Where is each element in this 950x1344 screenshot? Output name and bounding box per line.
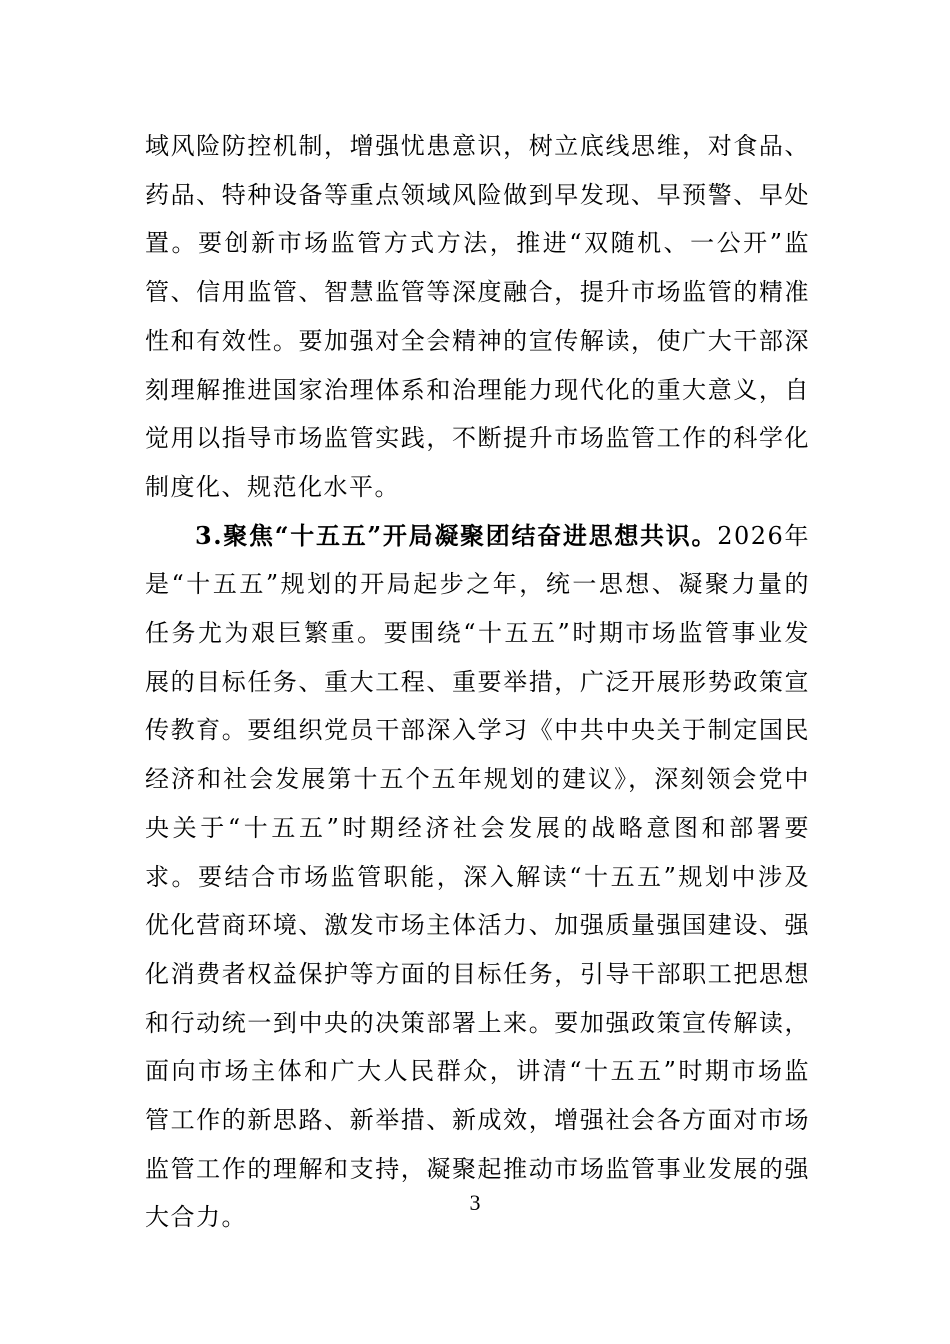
paragraph-text: 2026年是“十五五”规划的开局起步之年，统一思想、凝聚力量的任务尤为艰巨繁重。要围绕“十五五”时期市场监管事业发展的目标任务、重大工程、重要举措，广泛开展形势政策宣传教育。要组织党员干部深入学习《中共中央关于制定国民经济和社会发展第十五个五年规划的建议》，深刻领会党中央关于“十五五”时期经济社会发展的战略意图和部署要求。要结合市场监管职能，深入解读“十五五”规划中涉及优化营商环境、激发市场主体活力、加强质量强国建设、强化消费者权益保护等方面的目标任务，引导干部职工把思想和行动统一到中央的决策部署上来。要加强政策宣传解读，面向市场主体和广大人民群众，讲清“十五五”时期市场监管工作的新思路、新举措、新成效，增强社会各方面对市场监管工作的理解和支持，凝聚起推动市场监管事业发展的强大合力。: [145, 521, 810, 1232]
body-text: [145, 122, 810, 1242]
section-heading: 3.聚焦“十五五”开局凝聚团结奋进思想共识。: [195, 520, 718, 550]
paragraph-section-3: [145, 512, 810, 1243]
paragraph-continuation: [145, 122, 810, 512]
paragraph-text: 域风险防控机制，增强忧患意识，树立底线思维，对食品、药品、特种设备等重点领域风险做到早发现、早预警、早处置。要创新市场监管方式方法，推进“双随机、一公开”监管、信用监管、智慧监管等深度融合，提升市场监管的精准性和有效性。要加强对全会精神的宣传解读，使广大干部深刻理解推进国家治理体系和治理能力现代化的重大意义，自觉用以指导市场监管实践，不断提升市场监管工作的科学化制度化、规范化水平。: [145, 132, 810, 501]
page-number: 3: [469, 1190, 481, 1215]
